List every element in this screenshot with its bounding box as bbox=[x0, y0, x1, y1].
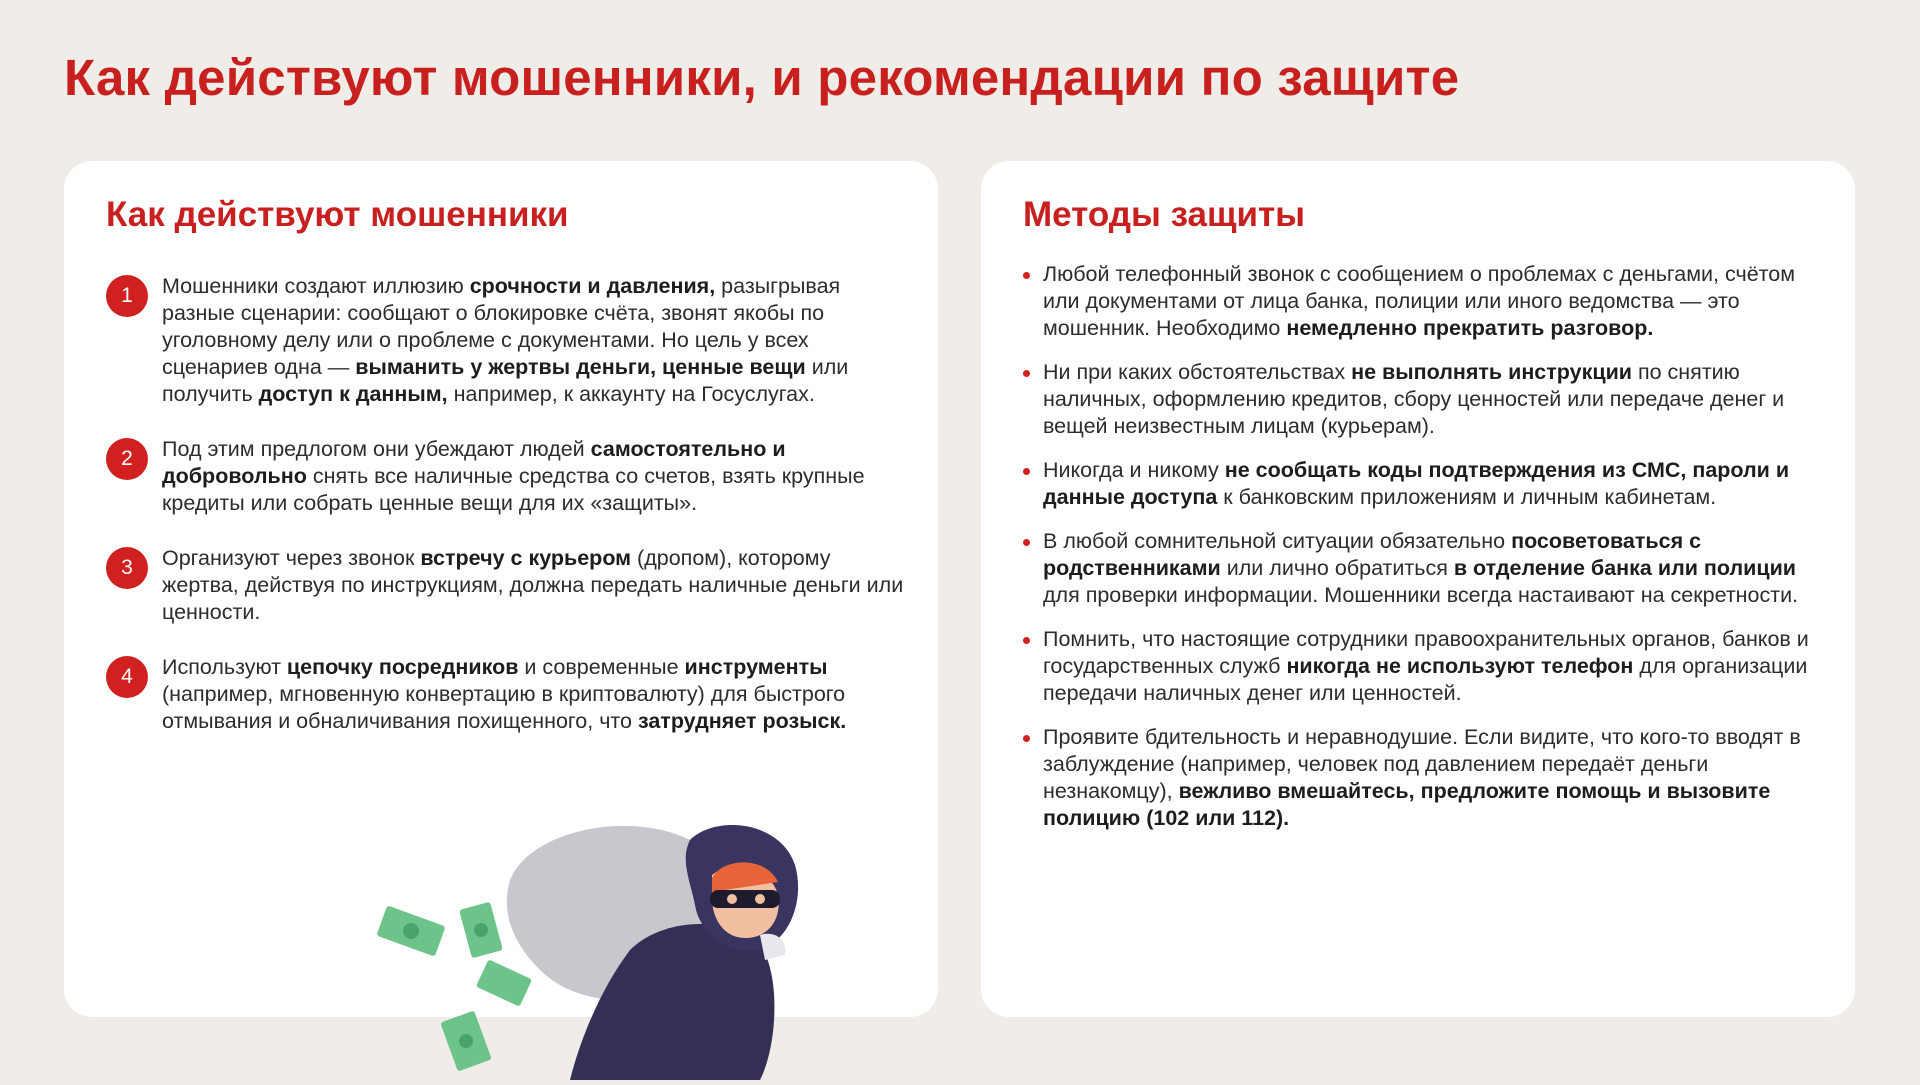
step-number-badge: 1 bbox=[106, 275, 148, 317]
step-number-badge: 3 bbox=[106, 547, 148, 589]
bullet-text-part: для проверки информации. Мошенники всегда настаивают на секретности. bbox=[1043, 583, 1799, 607]
protection-bullet-item bbox=[1023, 457, 1823, 511]
step-number-badge: 2 bbox=[106, 438, 148, 480]
bullet-text-bold: никогда не используют телефон bbox=[1286, 654, 1634, 678]
fraud-methods-heading: Как действуют мошенники bbox=[106, 195, 569, 234]
fraud-step-item bbox=[106, 545, 906, 626]
protection-bullet-item bbox=[1023, 528, 1823, 609]
protection-bullet-item bbox=[1023, 626, 1823, 707]
bullet-text-part: Ни при каких обстоятельствах bbox=[1043, 360, 1352, 384]
step-text-part: и современные bbox=[518, 655, 685, 679]
step-number-badge: 4 bbox=[106, 656, 148, 698]
step-text-part: (например, мгновенную конвертацию в криптовалюту) для быстрого отмывания и обналичивания похищенного, что bbox=[162, 682, 846, 733]
step-text bbox=[162, 273, 906, 408]
bullet-text-part: к банковским приложениям и личным кабинетам. bbox=[1217, 485, 1717, 509]
step-text bbox=[162, 654, 906, 735]
bullet-text-bold: посоветоваться с родственниками bbox=[1043, 529, 1702, 580]
step-text bbox=[162, 436, 906, 517]
step-text bbox=[162, 545, 906, 626]
bullet-dot-icon bbox=[1023, 370, 1030, 377]
step-text-bold: срочности и давления, bbox=[469, 274, 716, 298]
bullet-dot-icon bbox=[1023, 539, 1030, 546]
bullet-text-part: Любой телефонный звонок с сообщением о проблемах с деньгами, счётом или документами от лица банка, полиции или иного ведомства — это мошенник. Необходимо bbox=[1043, 262, 1795, 340]
protection-methods-card bbox=[981, 161, 1855, 1017]
protection-methods-heading: Методы защиты bbox=[1023, 195, 1306, 234]
bullet-text-bold: в отделение банка или полиции bbox=[1453, 556, 1797, 580]
step-text-part: Под этим предлогом они убеждают людей bbox=[162, 437, 591, 461]
bullet-text-part: по снятию наличных, оформлению кредитов, сбору ценностей или передаче денег и вещей неизвестным лицам (курьерам). bbox=[1043, 360, 1785, 438]
bullet-text bbox=[1043, 457, 1823, 511]
bullet-dot-icon bbox=[1023, 637, 1030, 644]
bullet-dot-icon bbox=[1023, 468, 1030, 475]
bullet-text-bold: не сообщать коды подтверждения из СМС, пароли и данные доступа bbox=[1043, 458, 1790, 509]
protection-bullet-item bbox=[1023, 724, 1823, 832]
bullet-text bbox=[1043, 626, 1823, 707]
banknote-icon bbox=[476, 959, 532, 1006]
banknote-icon bbox=[440, 1010, 492, 1071]
banknote-icon bbox=[459, 902, 503, 959]
step-text-part: (дропом), которому жертва, действуя по инструкциям, должна передать наличные деньги или ценности. bbox=[162, 546, 904, 624]
bullet-text-part: Никогда и никому bbox=[1043, 458, 1225, 482]
bullet-text-part: Помнить, что настоящие сотрудники правоохранительных органов, банков и государственных служб bbox=[1043, 627, 1809, 678]
step-text-bold: доступ к данным, bbox=[258, 382, 448, 406]
bullet-text-bold: не выполнять инструкции bbox=[1351, 360, 1633, 384]
page-title: Как действуют мошенники, и рекомендации по защите bbox=[64, 49, 1460, 106]
bullet-dot-icon bbox=[1023, 735, 1030, 742]
fraud-step-item bbox=[106, 273, 906, 408]
protection-bullet-item bbox=[1023, 261, 1823, 342]
fraud-step-item bbox=[106, 436, 906, 517]
bullet-dot-icon bbox=[1023, 272, 1030, 279]
protection-bullets-list bbox=[1023, 261, 1823, 849]
bullet-text bbox=[1043, 359, 1823, 440]
bullet-text-bold: вежливо вмешайтесь, предложите помощь и вызовите полицию (102 или 112). bbox=[1043, 779, 1771, 830]
bullet-text bbox=[1043, 724, 1823, 832]
step-text-bold: цепочку посредников bbox=[286, 655, 519, 679]
fraud-steps-list bbox=[106, 273, 906, 763]
bullet-text bbox=[1043, 528, 1823, 609]
bullet-text-part: Проявите бдительность и неравнодушие. Если видите, что кого-то вводят в заблуждение (например, человек под давлением передаёт деньги незнакомцу), bbox=[1043, 725, 1801, 803]
step-text-part: Мошенники создают иллюзию bbox=[162, 274, 470, 298]
bullet-text-bold: немедленно прекратить разговор. bbox=[1286, 316, 1654, 340]
fraud-step-item bbox=[106, 654, 906, 735]
thief-with-money-bag-icon bbox=[360, 820, 860, 1080]
step-text-part: разыгрывая разные сценарии: сообщают о блокировке счёта, звонят якобы по уголовному делу или о проблеме с документами. Но цель у всех сценариев одна — bbox=[162, 274, 841, 379]
bullet-text bbox=[1043, 261, 1823, 342]
step-text-part: или получить bbox=[162, 355, 849, 406]
protection-bullet-item bbox=[1023, 359, 1823, 440]
bullet-text-part: для организации передачи наличных денег или ценностей. bbox=[1043, 654, 1808, 705]
step-text-bold: встречу с курьером bbox=[420, 546, 632, 570]
banknote-icon bbox=[376, 905, 445, 956]
step-text-part: Используют bbox=[162, 655, 287, 679]
step-text-bold: выманить у жертвы деньги, ценные вещи bbox=[355, 355, 806, 379]
bullet-text-part: или лично обратиться bbox=[1220, 556, 1454, 580]
step-text-part: Организуют через звонок bbox=[162, 546, 421, 570]
bullet-text-part: В любой сомнительной ситуации обязательно bbox=[1043, 529, 1512, 553]
step-text-bold: инструменты bbox=[684, 655, 828, 679]
step-text-bold: затрудняет розыск. bbox=[637, 709, 847, 733]
step-text-part: например, к аккаунту на Госуслугах. bbox=[447, 382, 815, 406]
step-text-bold: самостоятельно и добровольно bbox=[162, 437, 786, 488]
step-text-part: снять все наличные средства со счетов, взять крупные кредиты или собрать ценные вещи для их «защиты». bbox=[162, 464, 865, 515]
